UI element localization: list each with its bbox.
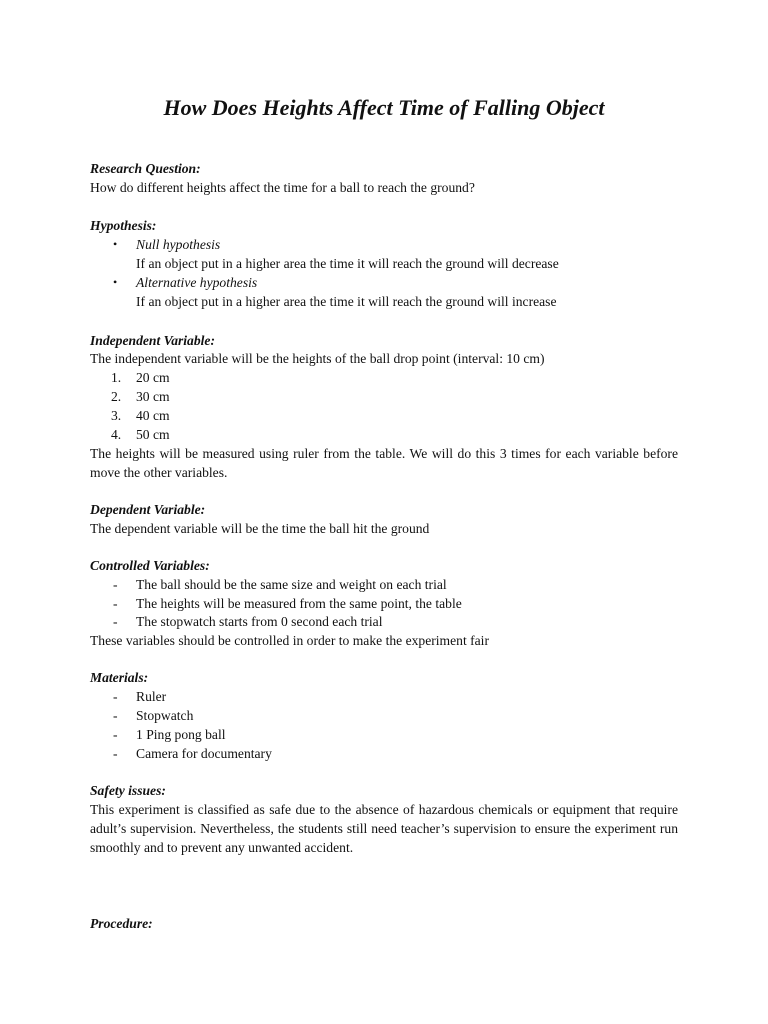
list-item: The stopwatch starts from 0 second each trial <box>136 614 383 629</box>
list-item: 40 cm <box>136 408 170 423</box>
list-dash: - <box>113 746 118 761</box>
null-hypothesis-text: If an object put in a higher area the time it will reach the ground will decrease <box>136 256 559 271</box>
list-dash: - <box>113 708 118 723</box>
list-item: Ruler <box>136 689 167 704</box>
list-dash: - <box>113 689 118 704</box>
alternative-hypothesis-label: Alternative hypothesis <box>136 275 258 290</box>
independent-variable-heading: Independent Variable: <box>90 333 215 348</box>
bullet-icon: • <box>113 275 118 289</box>
list-item: 20 cm <box>136 370 170 385</box>
list-number: 1. <box>111 370 122 385</box>
independent-variable-intro: The independent variable will be the heights of the ball drop point (interval: 10 cm) <box>90 351 545 366</box>
alternative-hypothesis-text: If an object put in a higher area the time it will reach the ground will increase <box>136 294 557 309</box>
list-item: Stopwatch <box>136 708 194 723</box>
controlled-variables-heading: Controlled Variables: <box>90 558 210 573</box>
dependent-variable-heading: Dependent Variable: <box>90 502 206 517</box>
research-question-text: How do different heights affect the time for a ball to reach the ground? <box>90 180 475 195</box>
list-item: Camera for documentary <box>136 746 272 761</box>
list-dash: - <box>113 577 118 592</box>
hypothesis-heading: Hypothesis: <box>90 218 157 233</box>
procedure-heading: Procedure: <box>90 916 153 931</box>
null-hypothesis-label: Null hypothesis <box>136 237 221 252</box>
list-item: 1 Ping pong ball <box>136 727 226 742</box>
list-item: 30 cm <box>136 389 170 404</box>
dependent-variable-text: The dependent variable will be the time the ball hit the ground <box>90 521 430 536</box>
list-item: 50 cm <box>136 427 170 442</box>
list-dash: - <box>113 727 118 742</box>
list-number: 4. <box>111 427 122 442</box>
independent-variable-note: The heights will be measured using ruler from the table. We will do this 3 times for each variable before move the other variables. <box>90 446 678 480</box>
document-title: How Does Heights Affect Time of Falling Object <box>163 95 605 120</box>
controlled-variables-note: These variables should be controlled in order to make the experiment fair <box>90 633 489 648</box>
list-number: 2. <box>111 389 122 404</box>
list-item: The heights will be measured from the same point, the table <box>136 596 462 611</box>
list-dash: - <box>113 596 118 611</box>
list-item: The ball should be the same size and weight on each trial <box>136 577 447 592</box>
bullet-icon: • <box>113 237 118 251</box>
safety-heading: Safety issues: <box>90 783 166 798</box>
list-dash: - <box>113 614 118 629</box>
materials-heading: Materials: <box>90 670 149 685</box>
safety-text: This experiment is classified as safe due to the absence of hazardous chemicals or equipment that require adult’s supervision. Nevertheless, the students still need teacher’s supervision to ensure the experiment run smoothly and to prevent any unwanted accident. <box>90 802 678 855</box>
research-question-heading: Research Question: <box>90 161 201 176</box>
list-number: 3. <box>111 408 122 423</box>
